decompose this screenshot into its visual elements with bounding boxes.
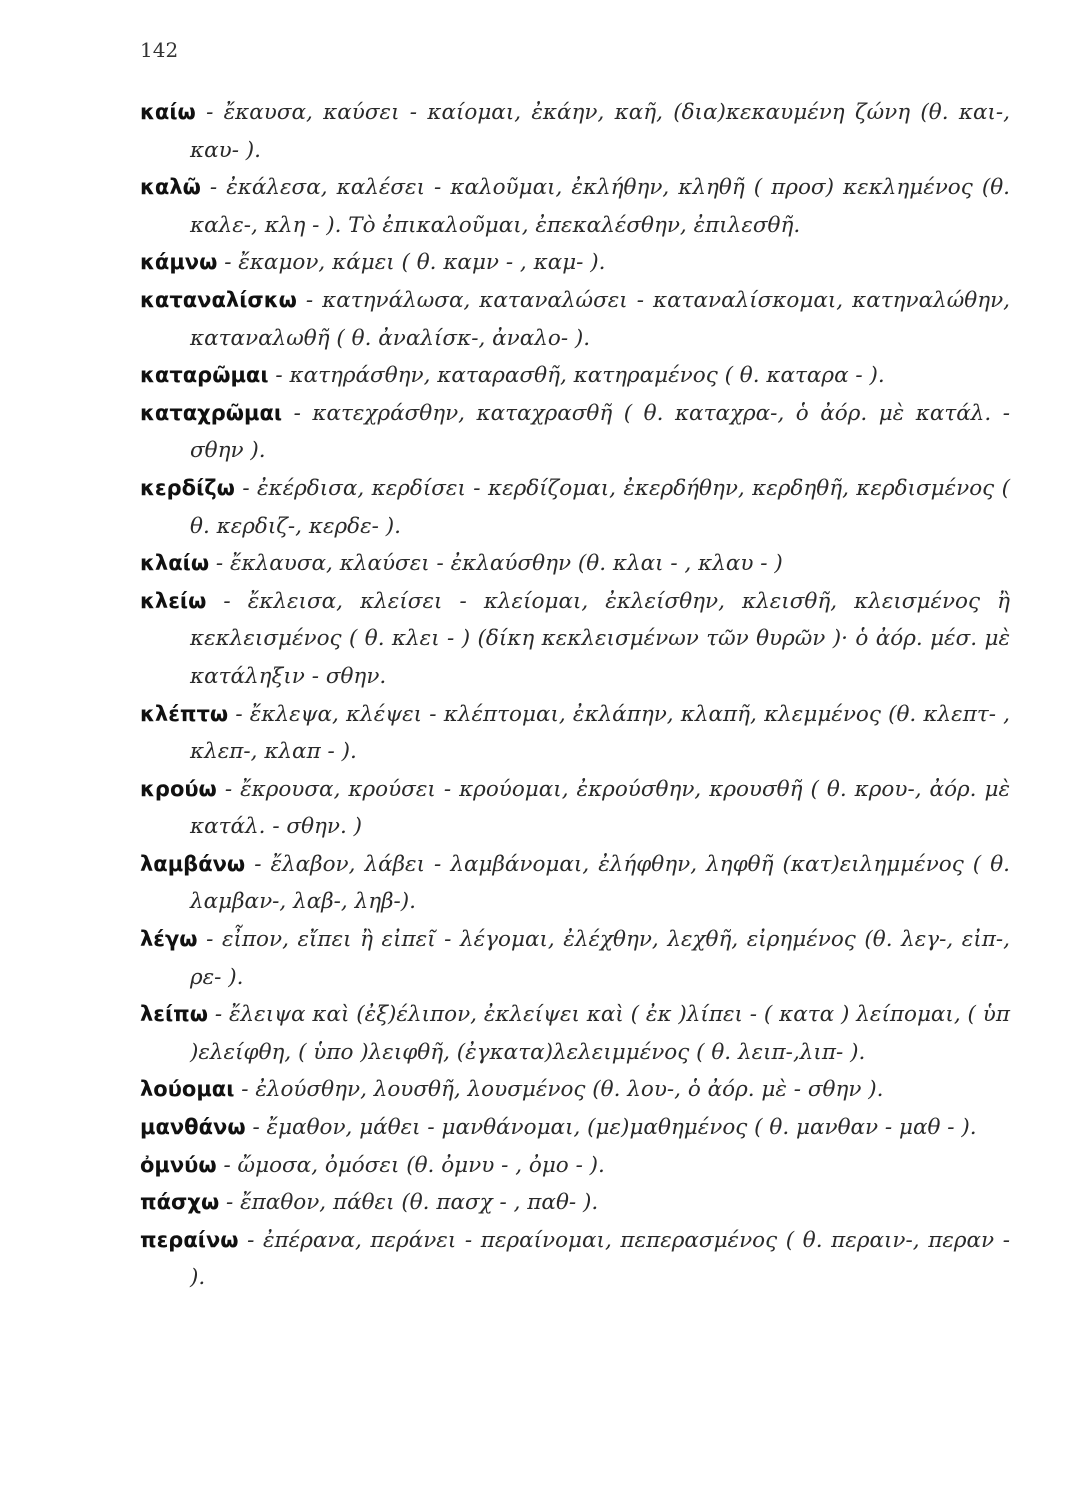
- entry-katachromai: [140, 395, 1010, 470]
- entry-klepto: [140, 696, 1010, 771]
- headword: καταρῶμαι: [140, 363, 269, 388]
- entry-text: - ἔκρουσα, κρούσει - κρούομαι, ἐκρούσθην, κρουσθῆ ( θ. κρου-, ἀόρ. μὲ κατάλ. - σθην. ): [190, 776, 1010, 840]
- headword: καίω: [140, 100, 196, 124]
- entry-peraino: [140, 1222, 1010, 1297]
- entry-lamvano: [140, 846, 1010, 921]
- headword: λείπω: [140, 1002, 209, 1027]
- headword: κρούω: [140, 776, 217, 801]
- entry-text: - ἔκαμον, κάμει ( θ. καμν - , καμ- ).: [217, 250, 606, 276]
- headword: καταχρῶμαι: [140, 400, 283, 425]
- headword: μανθάνω: [140, 1115, 246, 1140]
- entry-kleio: [140, 583, 1010, 696]
- entry-text: - κατεχράσθην, καταχρασθῆ ( θ. καταχρα-, ὁ ἀόρ. μὲ κατάλ. - σθην ).: [190, 400, 1010, 464]
- entry-text: - ἐκέρδισα, κερδίσει - κερδίζομαι, ἐκερδήθην, κερδηθῆ, κερδισμένος ( θ. κερδιζ-, κερδε- ).: [190, 475, 1010, 539]
- entry-text: - ἔλειψα καὶ (ἐξ)έλιπον, ἐκλείψει καὶ ( ἐκ )λίπει - ( κατα ) λείπομαι, ( ὑπ )ελείφθη, ( ὑπο )λειφθῆ, (ἐγκατα)λελειμμένος ( θ. λειπ-,λιπ- ).: [190, 1002, 1010, 1065]
- entry-text: - ἐκάλεσα, καλέσει - καλοῦμαι, ἐκλήθην, κληθῆ ( προσ) κεκλημένος (θ. καλε-, κλη - ). Τὸ ἐπικαλοῦμαι, ἐπεκαλέσθην, ἐπιλεσθῆ.: [190, 175, 1010, 238]
- headword: κλαίω: [140, 551, 210, 576]
- headword: κλέπτω: [140, 701, 229, 726]
- entry-louomai: [140, 1071, 1010, 1109]
- entry-kaio: [140, 94, 1010, 169]
- entry-pascho: [140, 1184, 1010, 1222]
- headword: πάσχω: [140, 1190, 220, 1215]
- entry-leipo: [140, 996, 1010, 1071]
- headword: κλείω: [140, 588, 207, 613]
- entry-text: - ἔπαθον, πάθει (θ. πασχ - , παθ- ).: [219, 1190, 599, 1216]
- entry-text: - ἔκλαυσα, κλαύσει - ἐκλαύσθην (θ. κλαι - , κλαυ - ): [209, 551, 783, 577]
- headword: καταναλίσκω: [140, 287, 297, 312]
- entry-kamno: [140, 244, 1010, 282]
- entry-text: - ἐπέρανα, περάνει - περαίνομαι, πεπερασμένος ( θ. περαιν-, περαν - ).: [190, 1227, 1010, 1291]
- entry-text: - ἔλαβον, λάβει - λαμβάνομαι, ἐλήφθην, ληφθῆ (κατ)ειλημμένος ( θ. λαμβαν-, λαβ-, ληβ-).: [190, 851, 1010, 915]
- headword: κερδίζω: [140, 475, 235, 500]
- headword: ὀμνύω: [140, 1152, 217, 1177]
- headword: λέγω: [140, 927, 198, 952]
- entry-text: - ἔκλεψα, κλέψει - κλέπτομαι, ἐκλάπην, κλαπῆ, κλεμμένος (θ. κλεπτ- , κλεπ-, κλαπ - ).: [190, 701, 1010, 765]
- page-number: 142: [140, 38, 179, 62]
- entry-text: - ὤμοσα, ὀμόσει (θ. ὀμνυ - , ὀμο - ).: [216, 1152, 605, 1178]
- entry-list: [140, 94, 1010, 1297]
- entry-kerdizo: [140, 470, 1010, 545]
- entry-kataromai: [140, 357, 1010, 395]
- entry-text: - εἶπον, εἴπει ἢ εἰπεῖ - λέγομαι, ἐλέχθην, λεχθῆ, εἰρημένος (θ. λεγ-, εἰπ-, ρε- ).: [190, 927, 1010, 990]
- headword: λούομαι: [140, 1077, 235, 1102]
- entry-omnyo: [140, 1147, 1010, 1185]
- entry-text: - ἐλούσθην, λουσθῆ, λουσμένος (θ. λου-, ὁ ἀόρ. μὲ - σθην ).: [234, 1077, 884, 1103]
- entry-text: - ἔμαθον, μάθει - μανθάνομαι, (με)μαθημένος ( θ. μανθαν - μαθ - ).: [245, 1115, 977, 1141]
- entry-manthano: [140, 1109, 1010, 1147]
- entry-lego: [140, 921, 1010, 996]
- headword: κάμνω: [140, 250, 218, 275]
- entry-katanalisko: [140, 282, 1010, 357]
- headword: λαμβάνω: [140, 851, 246, 876]
- entry-text: - ἔκαυσα, καύσει - καίομαι, ἐκάην, καῆ, (δια)κεκαυμένη ζώνη (θ. και-, καυ- ).: [190, 100, 1010, 163]
- entry-text: - κατηράσθην, καταρασθῆ, κατηραμένος ( θ. καταρα - ).: [268, 363, 885, 389]
- headword: καλῶ: [140, 175, 201, 200]
- entry-text: - ἔκλεισα, κλείσει - κλείομαι, ἐκλείσθην, κλεισθῆ, κλεισμένος ἢ κεκλεισμένος ( θ. κλει - ) (δίκη κεκλεισμένων τῶν θυρῶν )· ὁ ἀόρ. μέσ. μὲ κατάληξιν - σθην.: [190, 588, 1010, 689]
- entry-kalo: [140, 169, 1010, 244]
- entry-klaio: [140, 545, 1010, 583]
- entry-krouo: [140, 771, 1010, 846]
- headword: περαίνω: [140, 1227, 239, 1252]
- entry-text: - κατηνάλωσα, καταναλώσει - καταναλίσκομαι, κατηναλώθην, καταναλωθῆ ( θ. ἀναλίσκ-, ἀναλο- ).: [190, 287, 1010, 351]
